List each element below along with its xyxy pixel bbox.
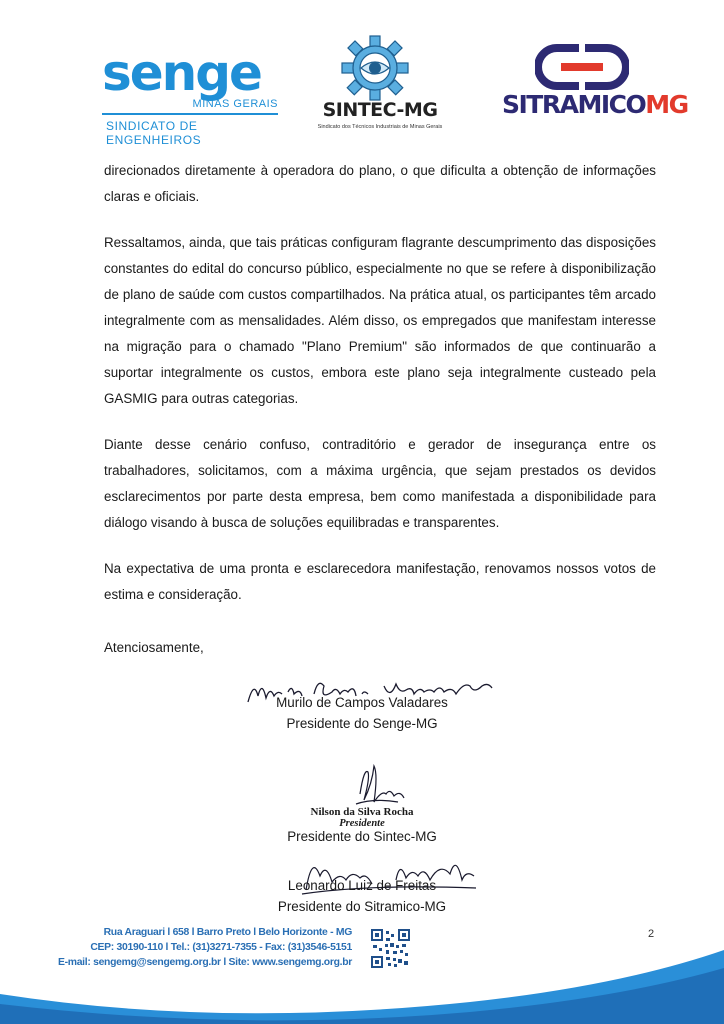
signatory-name: Murilo de Campos Valadares <box>276 695 448 710</box>
sitramico-logo-icon <box>535 44 629 90</box>
page-number: 2 <box>648 928 655 940</box>
paragraph: Ressaltamos, ainda, que tais práticas configuram flagrante descumprimento das disposições constantes do edital do concurso público, especialmente no que se refere à disponibilização de plano de saúde com custos compartilhados. Na prática atual, os participantes têm arcado integralmente com as mensalidades. Além disso, os empregados que manifestam interesse na migração para o chamado "Plano Premium" são informados de que continuarão a suportar integralmente os custos, embora este plano seja integralmente custeado pela GASMIG para outras categorias. <box>104 235 656 406</box>
signatory-name: Nilson da Silva Rocha <box>310 806 414 818</box>
paragraph: Na expectativa de uma pronta e esclarecedora manifestação, renovamos nossos votos de estima e consideração. <box>104 561 656 602</box>
sintec-logo <box>306 35 454 135</box>
footer-email-site: E-mail: sengemg@sengemg.org.br l Site: www.sengemg.org.br <box>57 957 352 968</box>
gear-eye-icon <box>339 35 411 101</box>
senge-logo <box>102 44 282 147</box>
closing-salutation: Atenciosamente, <box>104 640 204 655</box>
sitramico-logo-name <box>502 90 688 119</box>
footer-wave <box>0 950 724 1024</box>
sitramico-logo-main: SITRAMICO <box>502 90 646 119</box>
sitramico-logo-mg: MG <box>645 90 688 119</box>
sitramico-logo <box>502 44 688 124</box>
paragraph: direcionados diretamente à operadora do plano, o que dificulta a obtenção de informações claras e oficiais. <box>104 163 656 204</box>
letter-body <box>104 158 656 628</box>
sintec-logo-name: SINTEC-MG <box>322 99 438 121</box>
senge-logo-wordmark: senge <box>102 44 261 102</box>
footer-phone: CEP: 30190-110 l Tel.: (31)3271-7355 - Fax: (31)3546-5151 <box>90 942 352 953</box>
senge-logo-tagline: SINDICATO DE ENGENHEIROS <box>106 119 202 147</box>
signatory-role: Presidente do Sitramico-MG <box>277 899 447 914</box>
paragraph: Diante desse cenário confuso, contraditório e gerador de insegurança entre os trabalhadores, solicitamos, com a máxima urgência, que sejam prestados os devidos esclarecimentos por parte desta empresa, bem como manifestada a disponibilidade para diálogo visando à busca de soluções equilibradas e transparentes. <box>104 437 656 530</box>
signatory-role: Presidente do Sintec-MG <box>287 829 437 844</box>
signature-nilson <box>344 764 414 808</box>
signatory-title: Presidente <box>339 818 385 829</box>
signatory-role: Presidente do Senge-MG <box>286 716 438 731</box>
senge-logo-subtitle: MINAS GERAIS <box>192 98 278 110</box>
signatory-name: Leonardo Luiz de Freitas <box>287 878 437 893</box>
senge-logo-rule <box>102 113 278 115</box>
footer-address: Rua Araguari l 658 l Barro Preto l Belo Horizonte - MG <box>103 927 352 938</box>
sintec-logo-subtitle: Sindicato dos Técnicos Industriais de Minas Gerais <box>317 124 443 130</box>
